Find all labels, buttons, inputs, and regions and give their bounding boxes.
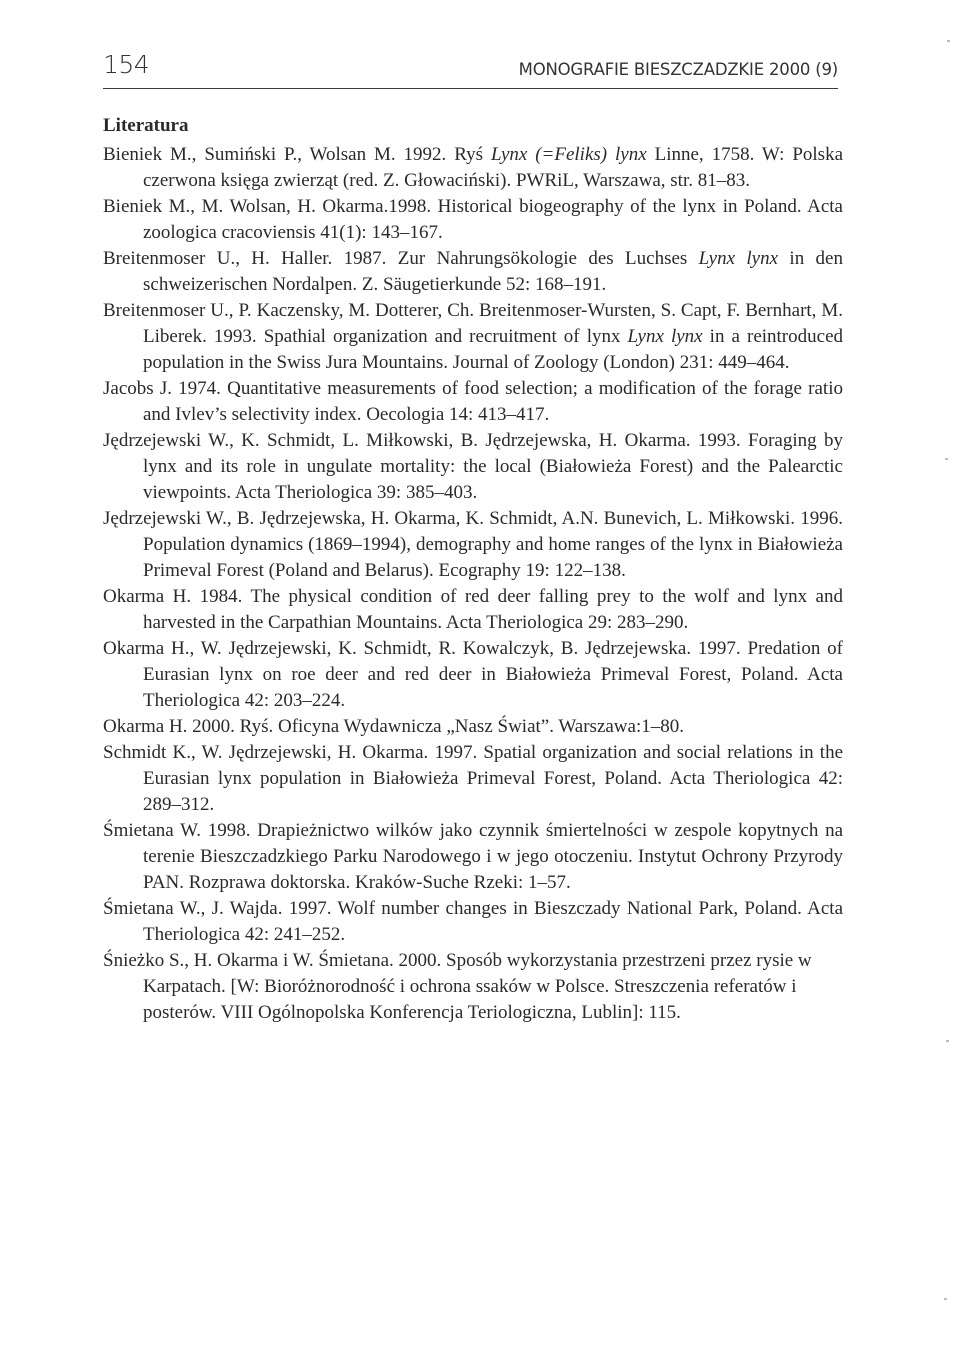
scan-speck [947,40,950,42]
reference-text: Bieniek M., Sumiński P., Wolsan M. 1992. Ryś [103,144,491,165]
reference-text: Jacobs J. 1974. Quantitative measurements of food selection; a modification of the forage ratio and Ivlev’s selectivity index. Oecologia 14: 413–417. [103,378,843,425]
reference-text-cont: in a reintroduced population in the Swiss Jura Mountains. Journal of Zoology (London) 231: 449–464. [143,326,844,373]
section-heading: Literatura [103,115,189,136]
reference-text: Schmidt K., W. Jędrzejewski, H. Okarma. 1997. Spatial organization and social relations in the Eurasian lynx population in Białowieża Primeval Forest, Poland. Acta Theriologica 42: 289–312. [103,742,843,815]
reference-species-italic: Lynx lynx [627,326,703,347]
reference-item [103,636,843,714]
reference-text: Breitenmoser U., H. Haller. 1987. Zur Nahrungsökologie des Luchses [103,248,699,269]
reference-text: Bieniek M., M. Wolsan, H. Okarma.1998. Historical biogeography of the lynx in Poland. Acta zoologica cracoviensis 41(1): 143–167. [103,196,843,243]
reference-item [103,142,843,194]
reference-text: Okarma H., W. Jędrzejewski, K. Schmidt, R. Kowalczyk, B. Jędrzejewska. 1997. Predation of Eurasian lynx on roe deer and red deer in Białowieża Primeval Forest, Poland. Acta Theriologica 42: 203–224. [103,638,843,711]
reference-item [103,298,843,376]
scan-speck [946,1040,949,1042]
reference-text: Śmietana W., J. Wajda. 1997. Wolf number changes in Bieszczady National Park, Poland. Acta Theriologica 42: 241–252. [103,898,843,945]
reference-item [103,948,843,1026]
scan-speck [944,1298,947,1300]
reference-text: Breitenmoser U., P. Kaczensky, M. Dotterer, Ch. Breitenmoser-Wursten, S. Capt, F. Bernhart, M. Liberek. 1993. Spathial organization and recruitment of lynx [103,300,843,347]
reference-item [103,740,843,818]
reference-item [103,506,843,584]
reference-item [103,428,843,506]
reference-item [103,818,843,896]
reference-text-cont: Linne, 1758. W: Polska czerwona księga zwierząt (red. Z. Głowaciński). PWRiL, Warszawa, str. 81–83. [143,144,843,191]
reference-text: Śnieżko S., H. Okarma i W. Śmietana. 2000. Sposób wykorzystania przestrzeni przez rysie w Karpatach. [W: Bioróżnorodność i ochrona ssaków w Polsce. Streszczenia referatów i posterów. VIII Ogólnopolska Konferencja Teriologiczna, Lublin]: 115. [103,950,812,1023]
running-title: MONOGRAFIE BIESZCZADZKIE 2000 (9) [518,60,838,79]
reference-species-italic: Lynx lynx [698,248,779,269]
scan-speck [945,458,948,460]
reference-species-italic: Lynx (=Feliks) lynx [490,144,647,165]
reference-text: Okarma H. 2000. Ryś. Oficyna Wydawnicza „Nasz Świat”. Warszawa:1–80. [103,716,684,737]
reference-text-cont: in den schweizerischen Nordalpen. Z. Säugetierkunde 52: 168–191. [143,248,843,295]
reference-item [103,584,843,636]
reference-text: Okarma H. 1984. The physical condition of red deer falling prey to the wolf and lynx and harvested in the Carpathian Mountains. Acta Theriologica 29: 283–290. [103,586,843,633]
reference-text: Jędrzejewski W., B. Jędrzejewska, H. Okarma, K. Schmidt, A.N. Bunevich, L. Miłkowski. 1996. Population dynamics (1869–1994), demography and home ranges of the lynx in Białowieża Primeval Forest (Poland and Belarus). Ecography 19: 122–138. [103,508,843,581]
page-header [103,44,838,89]
reference-text: Jędrzejewski W., K. Schmidt, L. Miłkowski, B. Jędrzejewska, H. Okarma. 1993. Foraging by lynx and its role in ungulate mortality: the local (Białowieża Forest) and the Palearctic viewpoints. Acta Theriologica 39: 385–403. [103,430,843,503]
reference-list [103,142,843,1026]
reference-item [103,246,843,298]
reference-item [103,896,843,948]
reference-item [103,376,843,428]
reference-text: Śmietana W. 1998. Drapieżnictwo wilków jako czynnik śmiertelności w zespole kopytnych na terenie Bieszczadzkiego Parku Narodowego i w jego otoczeniu. Instytut Ochrony Przyrody PAN. Rozprawa doktorska. Kraków-Suche Rzeki: 1–57. [103,820,843,893]
reference-item [103,714,843,740]
page-number: 154 [103,50,150,79]
reference-item [103,194,843,246]
